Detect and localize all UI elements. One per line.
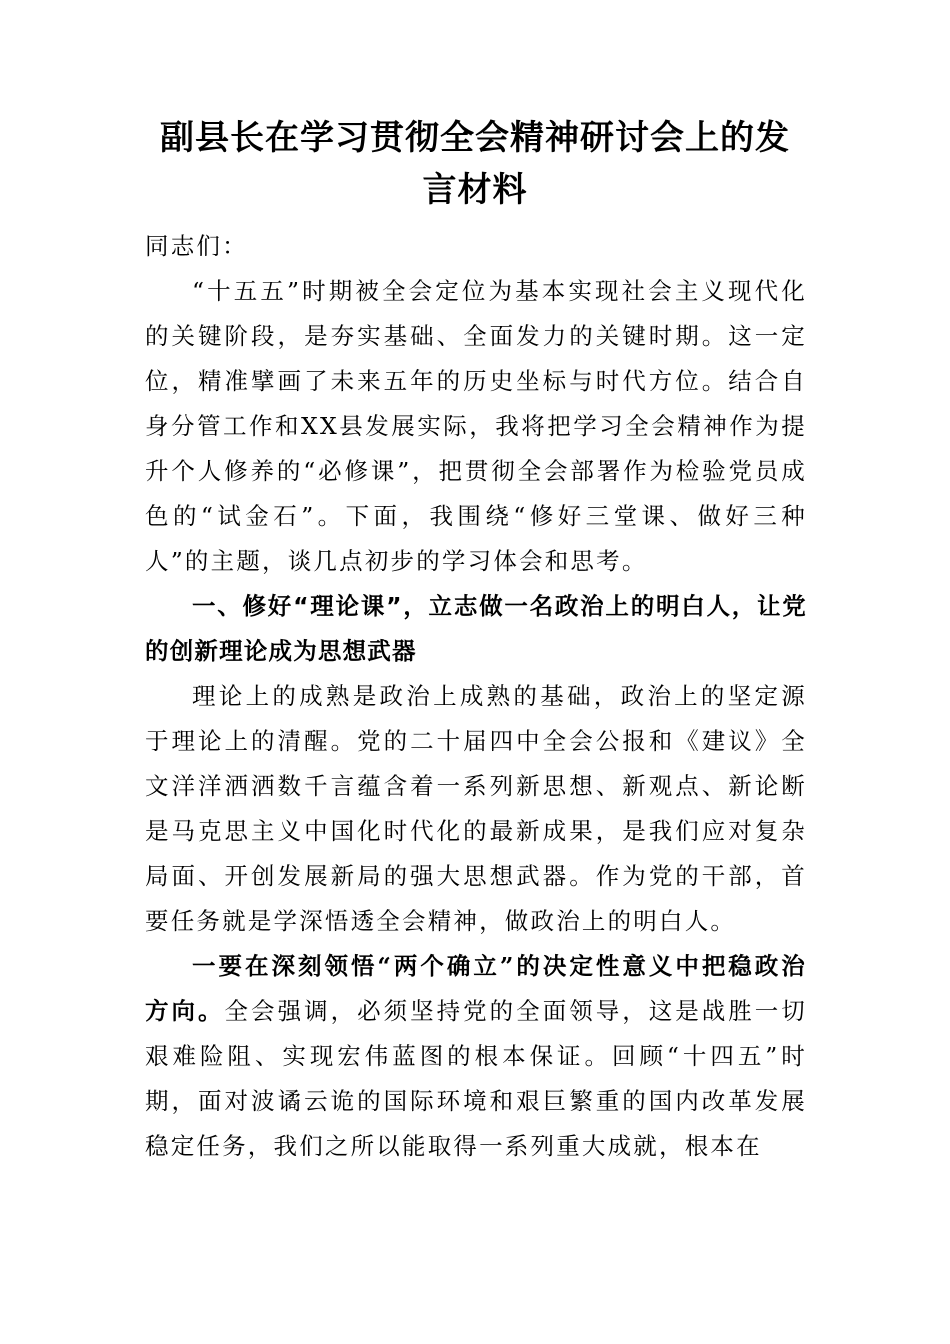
point-1-paragraph: [145, 944, 807, 1169]
point-1-lead: 一要在深刻领悟“两个确立”的决定性意义中把稳政治方向。: [145, 952, 807, 1025]
section-1-paragraph: 理论上的成熟是政治上成熟的基础，政治上的坚定源于理论上的清醒。党的二十届四中全会公报和《建议》全文洋洋洒洒数千言蕴含着一系列新思想、新观点、新论断是马克思主义中国化时代化的最新成果，是我们应对复杂局面、开创发展新局的强大思想武器。作为党的干部，首要任务就是学深悟透全会精神，做政治上的明白人。: [145, 682, 807, 935]
salutation: 同志们：: [145, 232, 248, 260]
document-title: 副县长在学习贯彻全会精神研讨会上的发言材料: [160, 118, 790, 210]
document-body: [145, 224, 807, 1169]
section-heading-1: 一、修好“理论课”，立志做一名政治上的明白人，让党的创新理论成为思想武器: [145, 592, 807, 665]
point-1-body: 全会强调，必须坚持党的全面领导，这是战胜一切艰难险阻、实现宏伟蓝图的根本保证。回顾“十四五”时期，面对波谲云诡的国际环境和艰巨繁重的国内改革发展稳定任务，我们之所以能取得一系列重大成就，根本在: [145, 997, 807, 1160]
intro-paragraph: “十五五”时期被全会定位为基本实现社会主义现代化的关键阶段，是夯实基础、全面发力的关键时期。这一定位，精准擘画了未来五年的历史坐标与时代方位。结合自身分管工作和XX县发展实际，我将把学习全会精神作为提升个人修养的“必修课”，把贯彻全会部署作为检验党员成色的“试金石”。下面，我围绕“修好三堂课、做好三种人”的主题，谈几点初步的学习体会和思考。: [145, 277, 807, 575]
